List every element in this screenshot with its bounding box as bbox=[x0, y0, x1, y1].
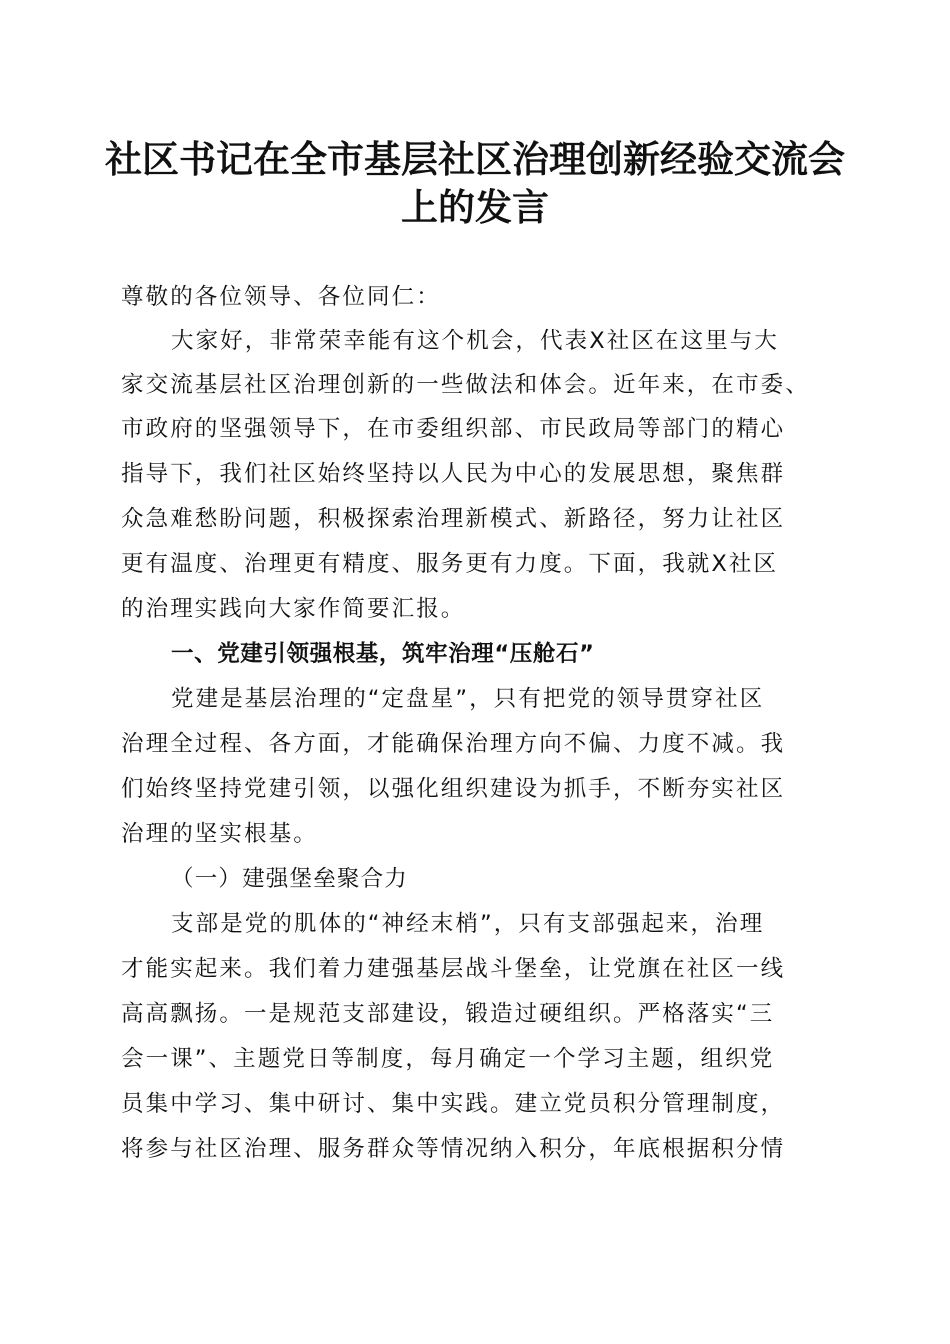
paragraph-line: 更有温度、治理更有精度、服务更有力度。下面，我就X社区 bbox=[121, 551, 779, 577]
paragraph-line: 治理的坚实根基。 bbox=[121, 821, 318, 847]
paragraph-line: 家交流基层社区治理创新的一些做法和体会。近年来，在市委、 bbox=[121, 372, 810, 398]
document-title-line-1: 社区书记在全市基层社区治理创新经验交流会 bbox=[105, 137, 845, 181]
document-title-line-2: 上的发言 bbox=[401, 185, 549, 229]
paragraph-line: 众急难愁盼问题，积极探索治理新模式、新路径，努力让社区 bbox=[121, 506, 786, 532]
section-heading: 一、党建引领强根基，筑牢治理“压舱石” bbox=[171, 641, 595, 667]
paragraph-line: 才能实起来。我们着力建强基层战斗堡垒，让党旗在社区一线 bbox=[121, 956, 786, 982]
salutation: 尊敬的各位领导、各位同仁： bbox=[121, 284, 441, 310]
paragraph-line: 治理全过程、各方面，才能确保治理方向不偏、力度不减。我 bbox=[121, 731, 786, 757]
paragraph-line: 将参与社区治理、服务群众等情况纳入积分，年底根据积分情 bbox=[121, 1136, 786, 1162]
paragraph-line: 市政府的坚强领导下，在市委组织部、市民政局等部门的精心 bbox=[121, 416, 786, 442]
paragraph-line: 们始终坚持党建引领，以强化组织建设为抓手，不断夯实社区 bbox=[121, 776, 786, 802]
paragraph-line: 指导下，我们社区始终坚持以人民为中心的发展思想，聚焦群 bbox=[121, 461, 786, 487]
paragraph-line: 支部是党的肌体的“神经末梢”，只有支部强起来，治理 bbox=[171, 911, 765, 937]
paragraph-line: 高高飘扬。一是规范支部建设，锻造过硬组织。严格落实“三 bbox=[121, 1001, 775, 1027]
paragraph-line: 的治理实践向大家作简要汇报。 bbox=[121, 596, 466, 622]
paragraph-line: 党建是基层治理的“定盘星”，只有把党的领导贯穿社区 bbox=[171, 686, 765, 712]
paragraph-line: 员集中学习、集中研讨、集中实践。建立党员积分管理制度， bbox=[121, 1091, 786, 1117]
subsection-heading: （一）建强堡垒聚合力 bbox=[171, 866, 409, 892]
paragraph-line: 大家好，非常荣幸能有这个机会，代表X社区在这里与大 bbox=[171, 328, 779, 354]
paragraph-line: 会一课”、主题党日等制度，每月确定一个学习主题，组织党 bbox=[121, 1046, 775, 1072]
